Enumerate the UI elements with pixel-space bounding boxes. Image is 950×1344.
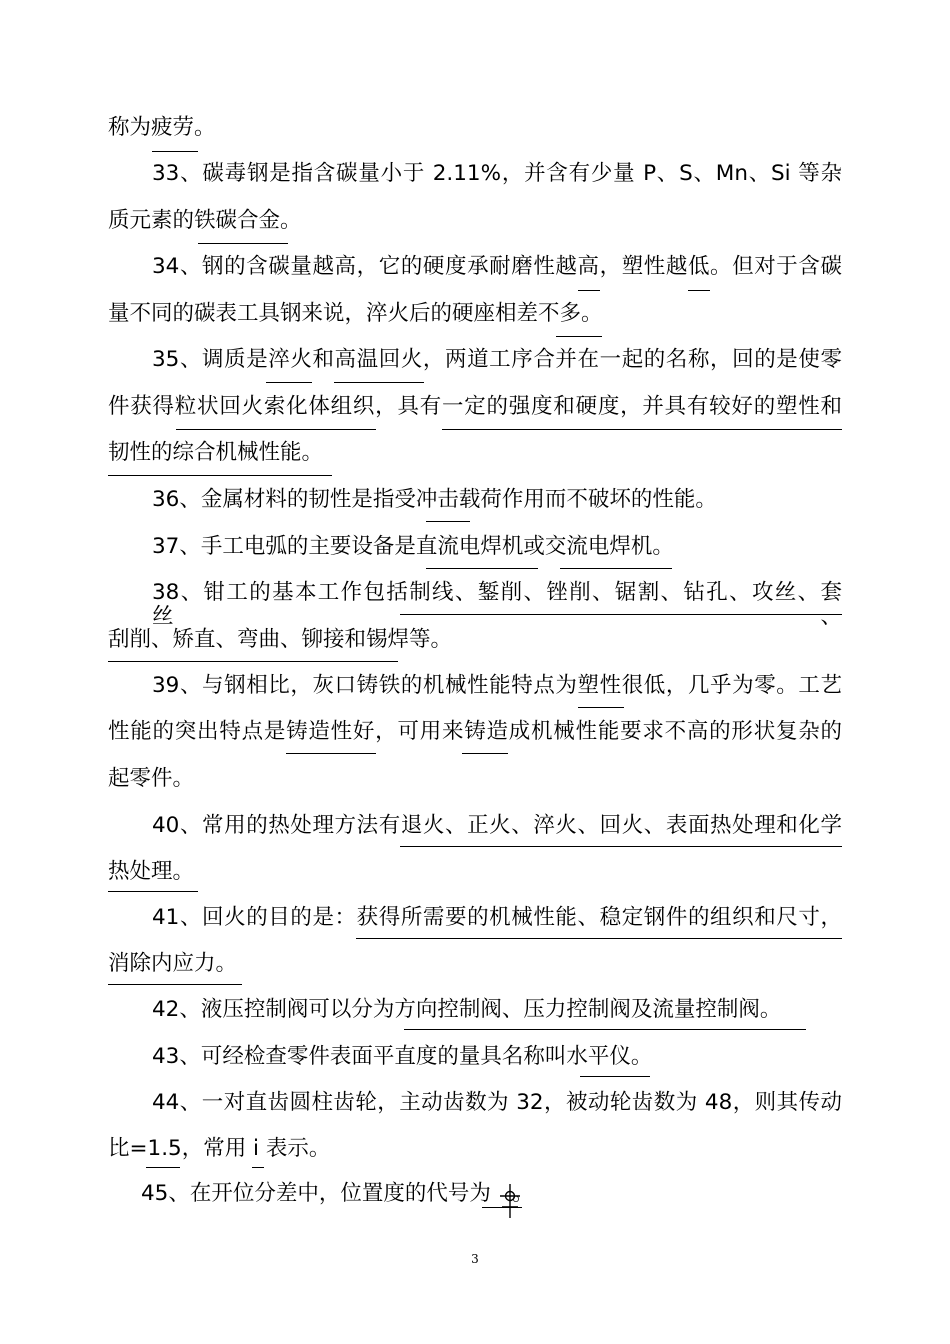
answer-underline <box>146 1167 180 1168</box>
text-line: 起零件。 <box>108 766 195 791</box>
text-line: 量不同的碳表工具钢来说，淬火后的硬座相差不多。 <box>108 301 603 326</box>
text-line: 38、钳工的基本工作包括制线、錾削、锉削、锯割、钻孔、攻丝、套丝、 <box>152 580 842 629</box>
answer-underline <box>356 938 842 939</box>
text-line: 消除内应力。 <box>108 951 238 976</box>
answer-underline <box>426 521 470 522</box>
answer-underline <box>688 290 710 291</box>
text-line: 比=1.5，常用 i 表示。 <box>108 1136 331 1161</box>
text-line: 40、常用的热处理方法有退火、正火、淬火、回火、表面热处理和化学 <box>152 813 842 838</box>
text-line: 37、手工电弧的主要设备是直流电焊机或交流电焊机。 <box>152 534 674 559</box>
answer-underline <box>266 382 312 383</box>
answer-underline <box>334 382 424 383</box>
answer-underline <box>578 290 600 291</box>
text-line: 热处理。 <box>108 859 195 884</box>
text-line: 33、碳毒钢是指含碳量小于 2.11%，并含有少量 P、S、Mn、Si 等杂 <box>152 161 842 186</box>
answer-underline <box>404 1029 806 1030</box>
text-line: 性能的突出特点是铸造性好，可用来铸造成机械性能要求不高的形状复杂的 <box>108 719 842 744</box>
answer-underline <box>198 243 288 244</box>
answer-underline <box>286 753 376 754</box>
answer-underline <box>176 429 376 430</box>
text-line: 43、可经检查零件表面平直度的量具名称叫水平仪。 <box>152 1044 653 1069</box>
text-line: 34、钢的含碳量越高，它的硬度承耐磨性越高，塑性越低。但对于含碳 <box>152 254 842 279</box>
text-line: 45、在开位分差中，位置度的代号为 <box>141 1181 491 1206</box>
text-line: 韧性的综合机械性能。 <box>108 440 324 465</box>
text-line: 。 <box>512 1181 534 1206</box>
answer-underline <box>108 891 198 892</box>
answer-underline <box>426 568 538 569</box>
text-line: 质元素的铁碳合金。 <box>108 208 302 233</box>
text-line: 称为疲劳。 <box>108 115 216 140</box>
answer-underline <box>442 429 842 430</box>
answer-underline <box>560 568 672 569</box>
text-line: 42、液压控制阀可以分为方向控制阀、压力控制阀及流量控制阀。 <box>152 997 782 1022</box>
text-line: 39、与钢相比，灰口铸铁的机械性能特点为塑性很低，几乎为零。工艺 <box>152 673 842 698</box>
answer-underline <box>580 1076 650 1077</box>
answer-underline <box>108 984 242 985</box>
text-line: 44、一对直齿圆柱齿轮，主动齿数为 32，被动轮齿数为 48，则其传动 <box>152 1090 842 1115</box>
answer-underline <box>482 1207 522 1208</box>
answer-underline <box>252 1167 264 1168</box>
answer-underline <box>152 151 198 152</box>
answer-underline <box>556 336 602 337</box>
text-line: 36、金属材料的韧性是指受冲击载荷作用而不破坏的性能。 <box>152 487 717 512</box>
answer-underline <box>462 753 508 754</box>
answer-underline <box>108 475 332 476</box>
answer-underline <box>578 707 624 708</box>
answer-underline <box>400 614 842 615</box>
answer-underline <box>400 846 842 847</box>
page-number: 3 <box>471 1252 479 1266</box>
text-line: 刮削、矫直、弯曲、铆接和锡焊等。 <box>108 627 453 652</box>
answer-underline <box>108 661 398 662</box>
text-line: 35、调质是淬火和高温回火，两道工序合并在一起的名称，回的是使零 <box>152 347 842 372</box>
text-line: 件获得粒状回火索化体组织，具有一定的强度和硬度，并具有较好的塑性和 <box>108 394 842 419</box>
text-line: 41、回火的目的是：获得所需要的机械性能、稳定钢件的组织和尺寸， <box>152 905 842 930</box>
